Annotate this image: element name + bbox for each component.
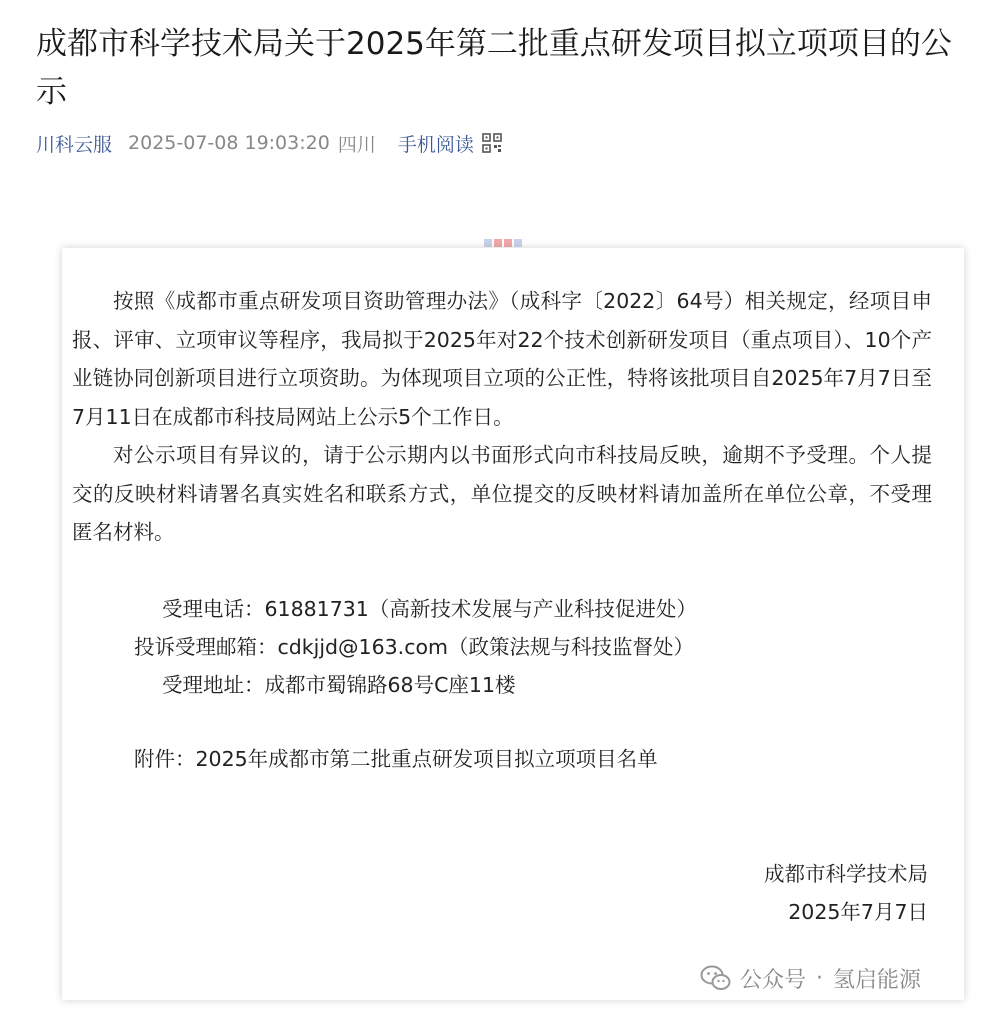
contact-address: 受理地址：成都市蜀锦路68号C座11楼 xyxy=(162,673,516,697)
region-label: 四川 xyxy=(337,133,376,156)
watermark-separator: · xyxy=(816,965,824,991)
paragraph-1: 按照《成都市重点研发项目资助管理办法》（成科字〔2022〕64号）相关规定，经项目申报、评审、立项审议等程序，我局拟于2025年对22个技术创新研发项目（重点项目）、10个产业链协同创新项目进行立项资助。为体现项目立项的公正性，特将该批项目自2025年7月7日至7月11日在成都市科技局网站上公示5个工作日。 xyxy=(72,289,932,429)
watermark xyxy=(700,962,921,994)
watermark-name: 氢启能源 xyxy=(833,967,922,993)
watermark-label: 公众号 xyxy=(740,967,807,993)
signature-date: 2025年7月7日 xyxy=(788,900,928,924)
contact-phone: 受理电话：61881731（高新技术发展与产业科技促进处） xyxy=(162,597,697,621)
wechat-icon xyxy=(700,964,732,992)
page-title: 成都市科学技术局关于2025年第二批重点研发项目拟立项项目的公示 xyxy=(36,26,952,110)
signature-org: 成都市科学技术局 xyxy=(764,862,928,886)
qr-code-icon[interactable] xyxy=(482,133,502,153)
attachment-line[interactable]: 附件：2025年成都市第二批重点研发项目拟立项项目名单 xyxy=(134,747,658,771)
notice-body xyxy=(72,282,932,552)
mobile-read-link[interactable]: 手机阅读 xyxy=(397,133,474,156)
contact-email: 投诉受理邮箱：cdkjjd@163.com（政策法规与科技监督处） xyxy=(134,635,694,659)
publish-datetime: 2025-07-08 19:03:20 xyxy=(128,132,330,154)
paragraph-2: 对公示项目有异议的，请于公示期内以书面形式向市科技局反映，逾期不予受理。个人提交的反映材料请署名真实姓名和联系方式，单位提交的反映材料请加盖所在单位公章，不受理匿名材料。 xyxy=(72,443,932,544)
source-link[interactable]: 川科云服 xyxy=(36,133,113,156)
article-meta xyxy=(36,128,502,158)
